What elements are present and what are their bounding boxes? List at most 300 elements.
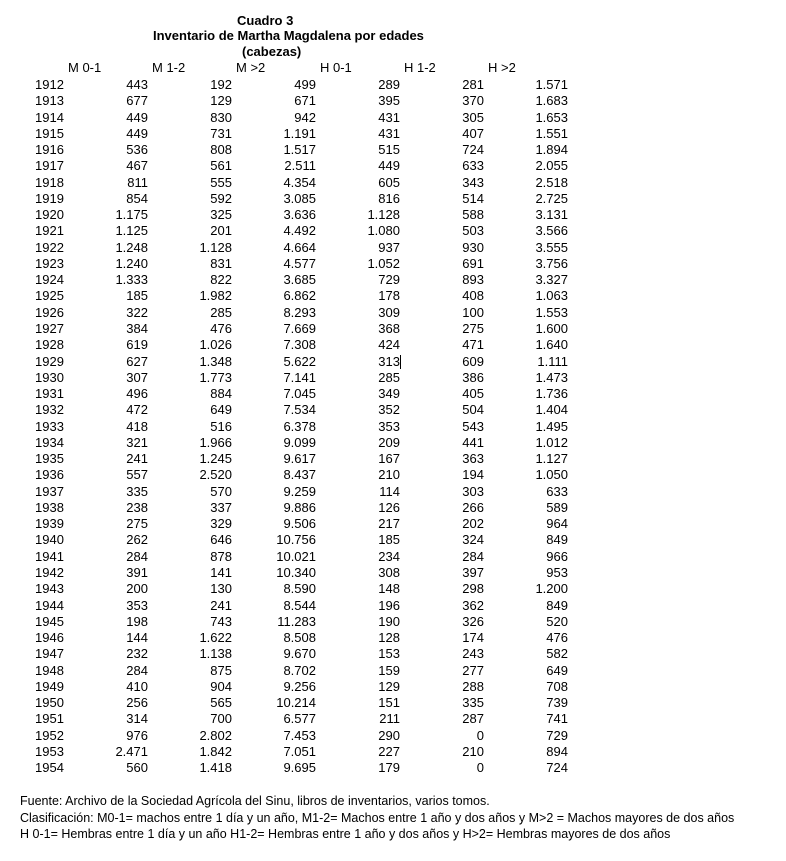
value-cell: 129 [210, 93, 232, 109]
value-cell: 179 [378, 760, 400, 776]
value-cell: 739 [546, 695, 568, 711]
table-row [0, 337, 786, 353]
value-cell: 285 [378, 369, 400, 385]
value-cell: 100 [462, 304, 484, 320]
value-cell: 3.131 [535, 207, 568, 223]
year-cell: 1917 [35, 158, 64, 174]
table-row [0, 646, 786, 662]
value-cell: 3.685 [283, 272, 316, 288]
value-cell: 397 [462, 564, 484, 580]
value-cell: 854 [126, 190, 148, 206]
value-cell: 144 [126, 630, 148, 646]
value-cell: 2.725 [535, 190, 568, 206]
table-row [0, 207, 786, 223]
value-cell: 3.085 [283, 190, 316, 206]
value-cell: 976 [126, 727, 148, 743]
value-cell: 589 [546, 499, 568, 515]
value-cell: 178 [378, 288, 400, 304]
value-cell: 520 [546, 613, 568, 629]
year-cell: 1930 [35, 369, 64, 385]
year-cell: 1942 [35, 564, 64, 580]
value-cell: 1.080 [367, 223, 400, 239]
value-cell: 7.141 [283, 369, 316, 385]
table-row [0, 142, 786, 158]
value-cell: 243 [462, 646, 484, 662]
value-cell: 128 [378, 630, 400, 646]
table-row [0, 630, 786, 646]
value-cell: 514 [462, 190, 484, 206]
value-cell: 275 [126, 516, 148, 532]
table-row [0, 484, 786, 500]
value-cell: 9.695 [283, 760, 316, 776]
value-cell: 816 [378, 190, 400, 206]
column-header: H 1-2 [404, 60, 436, 75]
value-cell: 4.664 [283, 239, 316, 255]
value-cell: 431 [378, 109, 400, 125]
value-cell: 405 [462, 386, 484, 402]
value-cell: 284 [126, 548, 148, 564]
year-cell: 1953 [35, 743, 64, 759]
table-row [0, 435, 786, 451]
table-row [0, 614, 786, 630]
value-cell: 141 [210, 564, 232, 580]
year-cell: 1926 [35, 304, 64, 320]
value-cell: 227 [378, 743, 400, 759]
value-cell: 729 [378, 272, 400, 288]
year-cell: 1932 [35, 402, 64, 418]
year-cell: 1933 [35, 418, 64, 434]
value-cell: 605 [378, 174, 400, 190]
value-cell: 335 [126, 483, 148, 499]
table-row [0, 516, 786, 532]
value-cell: 370 [462, 93, 484, 109]
value-cell: 476 [210, 320, 232, 336]
value-cell: 288 [462, 678, 484, 694]
value-cell: 326 [462, 613, 484, 629]
year-cell: 1948 [35, 662, 64, 678]
value-cell: 893 [462, 272, 484, 288]
value-cell: 649 [210, 402, 232, 418]
value-cell: 313 [378, 353, 400, 369]
value-cell: 362 [462, 597, 484, 613]
value-cell: 256 [126, 695, 148, 711]
value-cell: 284 [462, 548, 484, 564]
value-cell: 10.021 [276, 548, 316, 564]
value-cell: 7.045 [283, 386, 316, 402]
value-cell: 410 [126, 678, 148, 694]
year-cell: 1928 [35, 337, 64, 353]
value-cell: 322 [126, 304, 148, 320]
value-cell: 7.534 [283, 402, 316, 418]
table-row [0, 711, 786, 727]
value-cell: 202 [462, 516, 484, 532]
value-cell: 307 [126, 369, 148, 385]
year-cell: 1923 [35, 255, 64, 271]
value-cell: 1.622 [199, 630, 232, 646]
value-cell: 126 [378, 499, 400, 515]
table-caption: Inventario de Martha Magdalena por edades [153, 28, 424, 43]
value-cell: 609 [462, 353, 484, 369]
table-number: Cuadro 3 [237, 13, 294, 28]
year-cell: 1941 [35, 548, 64, 564]
value-cell: 329 [210, 516, 232, 532]
column-header: M 1-2 [152, 60, 186, 75]
table-row [0, 565, 786, 581]
value-cell: 129 [378, 678, 400, 694]
value-cell: 159 [378, 662, 400, 678]
value-cell: 217 [378, 516, 400, 532]
value-cell: 314 [126, 711, 148, 727]
value-cell: 588 [462, 207, 484, 223]
value-cell: 337 [210, 499, 232, 515]
value-cell: 3.555 [535, 239, 568, 255]
value-cell: 241 [210, 597, 232, 613]
value-cell: 2.518 [535, 174, 568, 190]
value-cell: 287 [462, 711, 484, 727]
value-cell: 289 [378, 77, 400, 92]
value-cell: 619 [126, 337, 148, 353]
value-cell: 1.640 [535, 337, 568, 353]
value-cell: 8.437 [283, 467, 316, 483]
value-cell: 937 [378, 239, 400, 255]
value-cell: 7.669 [283, 320, 316, 336]
value-cell: 10.340 [276, 564, 316, 580]
year-cell: 1940 [35, 532, 64, 548]
value-cell: 11.283 [277, 613, 316, 629]
value-cell: 9.617 [283, 451, 316, 467]
value-cell: 6.577 [283, 711, 316, 727]
value-cell: 8.544 [283, 597, 316, 613]
table-row [0, 158, 786, 174]
value-cell: 729 [546, 727, 568, 743]
year-cell: 1945 [35, 613, 64, 629]
value-cell: 305 [462, 109, 484, 125]
value-cell: 7.308 [283, 337, 316, 353]
value-cell: 516 [210, 418, 232, 434]
value-cell: 10.756 [276, 532, 316, 548]
table-row [0, 321, 786, 337]
value-cell: 1.842 [199, 743, 232, 759]
value-cell: 353 [378, 418, 400, 434]
year-cell: 1913 [35, 93, 64, 109]
value-cell: 627 [126, 353, 148, 369]
value-cell: 1.517 [283, 142, 316, 158]
value-cell: 724 [462, 142, 484, 158]
value-cell: 8.293 [283, 304, 316, 320]
value-cell: 1.894 [535, 142, 568, 158]
value-cell: 1.240 [115, 255, 148, 271]
classification-note: Clasificación: M0-1= machos entre 1 día y un año, M1-2= Machos entre 1 año y dos años y M>2 = Machos mayores de dos años [20, 810, 735, 825]
value-cell: 557 [126, 467, 148, 483]
value-cell: 1.773 [199, 369, 232, 385]
value-cell: 830 [210, 109, 232, 125]
year-cell: 1950 [35, 695, 64, 711]
value-cell: 1.052 [367, 255, 400, 271]
value-cell: 290 [378, 727, 400, 743]
year-cell: 1912 [35, 77, 64, 92]
value-cell: 6.862 [283, 288, 316, 304]
value-cell: 894 [546, 743, 568, 759]
value-cell: 953 [546, 564, 568, 580]
year-cell: 1934 [35, 434, 64, 450]
value-cell: 2.055 [535, 158, 568, 174]
year-cell: 1919 [35, 190, 64, 206]
value-cell: 353 [126, 597, 148, 613]
value-cell: 167 [378, 451, 400, 467]
year-cell: 1915 [35, 125, 64, 141]
value-cell: 708 [546, 678, 568, 694]
value-cell: 238 [126, 499, 148, 515]
value-cell: 266 [462, 499, 484, 515]
value-cell: 386 [462, 369, 484, 385]
value-cell: 1.404 [535, 402, 568, 418]
classification-note-continued: H 0-1= Hembras entre 1 día y un año H1-2= Hembras entre 1 año y dos años y H>2= Hembras mayores de dos años [20, 827, 671, 841]
value-cell: 1.012 [535, 434, 568, 450]
table-row [0, 305, 786, 321]
value-cell: 1.175 [115, 207, 148, 223]
value-cell: 592 [210, 190, 232, 206]
value-cell: 1.245 [199, 451, 232, 467]
value-cell: 363 [462, 451, 484, 467]
value-cell: 185 [378, 532, 400, 548]
value-cell: 151 [378, 695, 400, 711]
value-cell: 1.248 [115, 239, 148, 255]
year-cell: 1914 [35, 109, 64, 125]
value-cell: 1.418 [199, 760, 232, 776]
value-cell: 884 [210, 386, 232, 402]
value-cell: 964 [546, 516, 568, 532]
year-cell: 1938 [35, 499, 64, 515]
value-cell: 496 [126, 386, 148, 402]
column-header: H >2 [488, 60, 516, 75]
value-cell: 504 [462, 402, 484, 418]
footnotes [20, 793, 780, 843]
value-cell: 1.571 [535, 77, 568, 92]
value-cell: 209 [378, 434, 400, 450]
value-cell: 431 [378, 125, 400, 141]
value-cell: 1.982 [199, 288, 232, 304]
value-cell: 4.354 [283, 174, 316, 190]
table-row [0, 679, 786, 695]
column-headers [0, 60, 786, 76]
value-cell: 2.802 [199, 727, 232, 743]
table-row [0, 126, 786, 142]
value-cell: 1.966 [199, 434, 232, 450]
value-cell: 4.492 [283, 223, 316, 239]
value-cell: 1.127 [535, 451, 568, 467]
year-cell: 1929 [35, 353, 64, 369]
table-row [0, 288, 786, 304]
value-cell: 9.099 [283, 434, 316, 450]
value-cell: 560 [126, 760, 148, 776]
column-header: M >2 [236, 60, 266, 75]
value-cell: 284 [126, 662, 148, 678]
value-cell: 9.259 [283, 483, 316, 499]
value-cell: 0 [476, 727, 484, 743]
table-row [0, 354, 786, 370]
value-cell: 303 [462, 483, 484, 499]
value-cell: 196 [378, 597, 400, 613]
value-cell: 424 [378, 337, 400, 353]
year-cell: 1951 [35, 711, 64, 727]
value-cell: 543 [462, 418, 484, 434]
value-cell: 9.506 [283, 516, 316, 532]
value-cell: 875 [210, 662, 232, 678]
value-cell: 1.551 [535, 125, 568, 141]
value-cell: 201 [210, 223, 232, 239]
value-cell: 384 [126, 320, 148, 336]
inventory-table [0, 77, 786, 776]
value-cell: 582 [546, 646, 568, 662]
value-cell: 1.050 [535, 467, 568, 483]
year-cell: 1939 [35, 516, 64, 532]
value-cell: 646 [210, 532, 232, 548]
column-header: H 0-1 [320, 60, 352, 75]
value-cell: 335 [462, 695, 484, 711]
value-cell: 232 [126, 646, 148, 662]
year-cell: 1954 [35, 760, 64, 776]
value-cell: 190 [378, 613, 400, 629]
value-cell: 262 [126, 532, 148, 548]
value-cell: 1.333 [115, 272, 148, 288]
year-cell: 1921 [35, 223, 64, 239]
table-row [0, 532, 786, 548]
year-cell: 1949 [35, 678, 64, 694]
table-row [0, 223, 786, 239]
value-cell: 633 [546, 483, 568, 499]
value-cell: 308 [378, 564, 400, 580]
table-row [0, 598, 786, 614]
year-cell: 1952 [35, 727, 64, 743]
value-cell: 349 [378, 386, 400, 402]
table-row [0, 256, 786, 272]
value-cell: 1.063 [535, 288, 568, 304]
value-cell: 1.553 [535, 304, 568, 320]
value-cell: 467 [126, 158, 148, 174]
value-cell: 407 [462, 125, 484, 141]
value-cell: 649 [546, 662, 568, 678]
value-cell: 1.200 [535, 581, 568, 597]
table-row [0, 370, 786, 386]
value-cell: 1.683 [535, 93, 568, 109]
value-cell: 700 [210, 711, 232, 727]
value-cell: 878 [210, 548, 232, 564]
year-cell: 1947 [35, 646, 64, 662]
value-cell: 671 [294, 93, 316, 109]
value-cell: 3.327 [535, 272, 568, 288]
year-cell: 1935 [35, 451, 64, 467]
value-cell: 1.128 [199, 239, 232, 255]
value-cell: 942 [294, 109, 316, 125]
value-cell: 476 [546, 630, 568, 646]
value-cell: 499 [294, 77, 316, 92]
value-cell: 503 [462, 223, 484, 239]
value-cell: 1.348 [199, 353, 232, 369]
value-cell: 849 [546, 597, 568, 613]
value-cell: 449 [126, 109, 148, 125]
value-cell: 0 [476, 760, 484, 776]
table-row [0, 240, 786, 256]
value-cell: 731 [210, 125, 232, 141]
table-row [0, 175, 786, 191]
value-cell: 904 [210, 678, 232, 694]
year-cell: 1924 [35, 272, 64, 288]
value-cell: 418 [126, 418, 148, 434]
value-cell: 449 [126, 125, 148, 141]
value-cell: 321 [126, 434, 148, 450]
value-cell: 741 [546, 711, 568, 727]
value-cell: 831 [210, 255, 232, 271]
value-cell: 285 [210, 304, 232, 320]
year-cell: 1920 [35, 207, 64, 223]
value-cell: 391 [126, 564, 148, 580]
value-cell: 153 [378, 646, 400, 662]
table-row [0, 419, 786, 435]
value-cell: 471 [462, 337, 484, 353]
year-cell: 1925 [35, 288, 64, 304]
value-cell: 1.736 [535, 386, 568, 402]
value-cell: 1.125 [115, 223, 148, 239]
value-cell: 368 [378, 320, 400, 336]
table-row [0, 744, 786, 760]
value-cell: 211 [379, 711, 400, 727]
value-cell: 9.886 [283, 499, 316, 515]
table-row [0, 663, 786, 679]
table-row [0, 467, 786, 483]
value-cell: 174 [462, 630, 484, 646]
value-cell: 7.453 [283, 727, 316, 743]
table-row [0, 386, 786, 402]
column-header: M 0-1 [68, 60, 102, 75]
value-cell: 9.670 [283, 646, 316, 662]
table-row [0, 191, 786, 207]
value-cell: 822 [210, 272, 232, 288]
value-cell: 2.471 [115, 743, 148, 759]
table-row [0, 728, 786, 744]
table-row [0, 581, 786, 597]
table-row [0, 93, 786, 109]
text-cursor [400, 355, 401, 369]
value-cell: 4.577 [283, 255, 316, 271]
value-cell: 1.473 [535, 369, 568, 385]
value-cell: 472 [126, 402, 148, 418]
value-cell: 808 [210, 142, 232, 158]
value-cell: 1.111 [537, 353, 568, 369]
value-cell: 277 [462, 662, 484, 678]
value-cell: 7.051 [283, 743, 316, 759]
value-cell: 8.590 [283, 581, 316, 597]
value-cell: 241 [126, 451, 148, 467]
value-cell: 849 [546, 532, 568, 548]
value-cell: 234 [378, 548, 400, 564]
value-cell: 1.138 [199, 646, 232, 662]
value-cell: 8.508 [283, 630, 316, 646]
value-cell: 200 [126, 581, 148, 597]
year-cell: 1944 [35, 597, 64, 613]
year-cell: 1922 [35, 239, 64, 255]
value-cell: 408 [462, 288, 484, 304]
table-row [0, 695, 786, 711]
year-cell: 1936 [35, 467, 64, 483]
value-cell: 395 [378, 93, 400, 109]
year-cell: 1937 [35, 483, 64, 499]
value-cell: 185 [126, 288, 148, 304]
table-row [0, 451, 786, 467]
value-cell: 3.566 [535, 223, 568, 239]
value-cell: 3.636 [283, 207, 316, 223]
value-cell: 8.702 [283, 662, 316, 678]
value-cell: 1.653 [535, 109, 568, 125]
